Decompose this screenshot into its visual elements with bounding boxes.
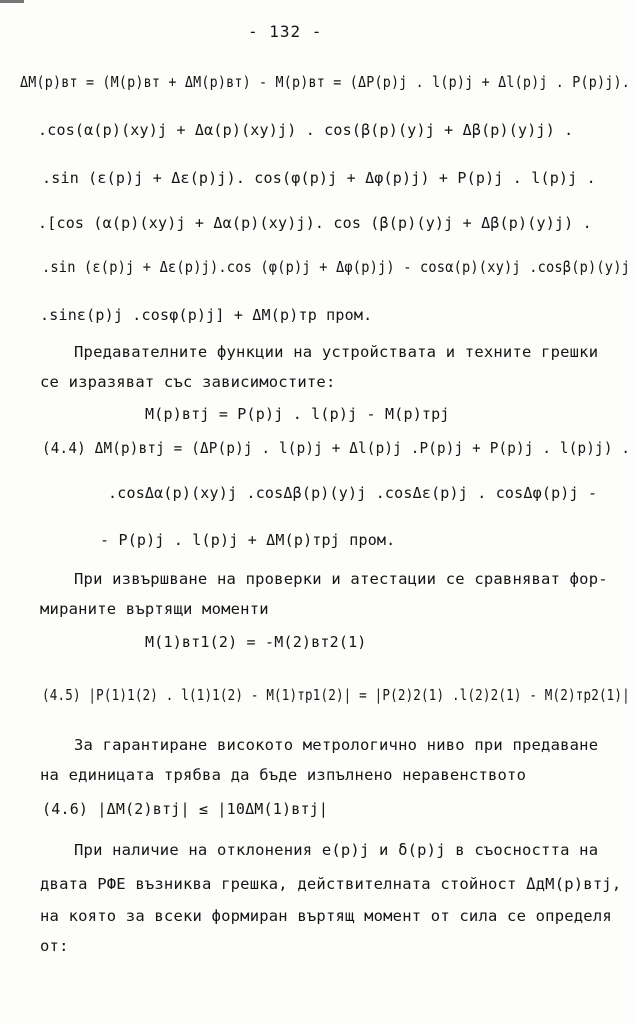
paragraph-line: мираните въртящи моменти [40,600,269,618]
page-number: - 132 - [248,22,323,41]
paragraph-line: от: [40,937,69,955]
equation-4-6: (4.6) |ΔM(2)втj| ≤ |10ΔM(1)втj| [42,800,329,818]
equation-line: .[cos (α(p)(xy)j + Δα(p)(xy)j). cos (β(p)(y)j + Δβ(p)(y)j) . [38,214,592,232]
paragraph-line: За гарантиране високото метрологично ниво при предаване [74,736,599,754]
equation-line: M(p)втj = P(p)j . l(p)j - M(p)трj [145,405,450,423]
scan-mark [0,0,24,3]
paragraph-line: на единицата трябва да бъде изпълнено неравенството [40,766,527,784]
paragraph-line: При наличие на отклонения e(p)j и δ(p)j в съосността на [74,841,599,859]
equation-4-4: (4.4) ΔM(p)втj = (ΔP(p)j . l(p)j + Δl(p)j .P(p)j + P(p)j . l(p)j) . [42,439,631,457]
equation-line: - P(p)j . l(p)j + ΔM(p)трj пром. [100,531,396,549]
paragraph-line: на която за всеки формиран въртящ момент от сила се определя [40,907,612,925]
equation-line: .sinε(p)j .cosφ(p)j] + ΔM(p)тр пром. [40,306,373,324]
equation-line: ΔM(p)вт = (M(p)вт + ΔM(p)вт) - M(p)вт = (ΔP(p)j . l(p)j + Δl(p)j . P(p)j). [20,73,630,91]
equation-line: .cos(α(p)(xy)j + Δα(p)(xy)j) . cos(β(p)(y)j + Δβ(p)(y)j) . [38,121,574,139]
equation-line: .sin (ε(p)j + Δε(p)j). cos(φ(p)j + Δφ(p)j) + P(p)j . l(p)j . [42,169,596,187]
paragraph-line: Предавателните функции на устройствата и техните грешки [74,343,599,361]
equation-4-5: (4.5) |P(1)1(2) . l(1)1(2) - M(1)тр1(2)| = |P(2)2(1) .l(2)2(1) - M(2)тр2(1)| [42,686,630,704]
paragraph-line: двата РФЕ възниква грешка, действителната стойност ΔдM(p)втj, [40,875,622,893]
equation-line: M(1)вт1(2) = -M(2)вт2(1) [145,633,367,651]
equation-line: .sin (ε(p)j + Δε(p)j).cos (φ(p)j + Δφ(p)j) - cosα(p)(xy)j .cosβ(p)(y)j [42,258,631,276]
paragraph-line: се изразяват със зависимостите: [40,373,336,391]
paragraph-line: При извършване на проверки и атестации се сравняват фор- [74,570,608,588]
equation-line: .cosΔα(p)(xy)j .cosΔβ(p)(y)j .cosΔε(p)j . cosΔφ(p)j - [108,484,598,502]
